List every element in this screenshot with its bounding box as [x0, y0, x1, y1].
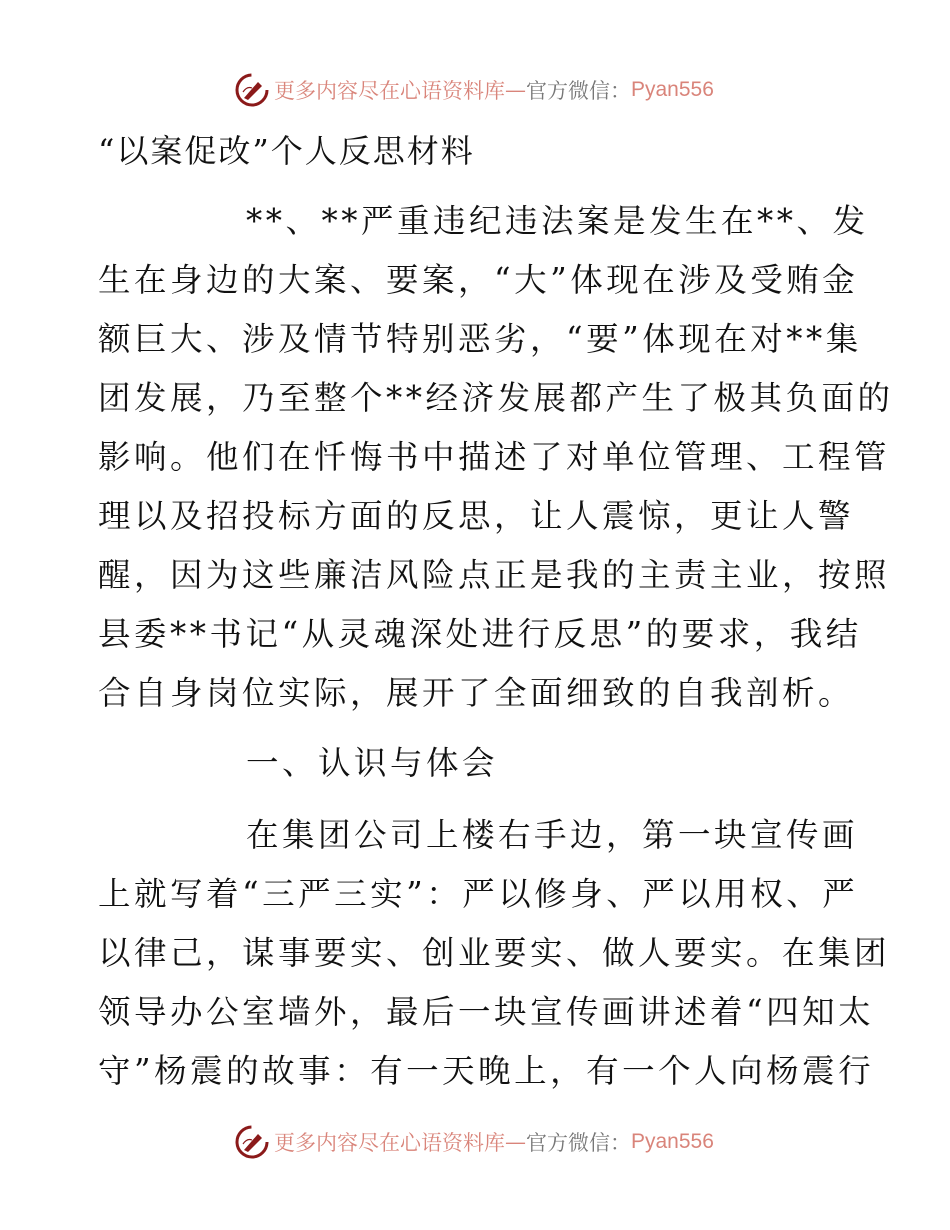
- text-line: 守”杨震的故事：有一天晚上，有一个人向杨震行: [98, 1052, 875, 1090]
- footer-watermark: [234, 1122, 714, 1162]
- text-line: **、**严重违纪违法案是发生在**、发: [246, 202, 869, 240]
- watermark-wechat-id: Pyan556: [631, 1130, 714, 1153]
- watermark-wechat-label: 官方微信：: [526, 1131, 631, 1155]
- text-line: 生在身边的大案、要案，“大”体现在涉及受贿金: [98, 261, 859, 299]
- watermark-dash: —: [505, 1130, 526, 1154]
- paragraph-understanding: [98, 806, 891, 1101]
- paragraph-intro: [98, 192, 894, 723]
- text-line: 领导办公室墙外，最后一块宣传画讲述着“四知太: [98, 993, 875, 1031]
- text-line: 理以及招投标方面的反思，让人震惊，更让人警: [98, 497, 855, 535]
- text-line: 合自身岗位实际，展开了全面细致的自我剖析。: [98, 674, 855, 712]
- watermark-dash: —: [505, 78, 526, 102]
- document-title: “以案促改”个人反思材料: [98, 132, 475, 170]
- text-line: 在集团公司上楼右手边，第一块宣传画: [246, 816, 859, 854]
- quill-pen-logo-icon: [234, 72, 270, 108]
- text-line: 影响。他们在忏悔书中描述了对单位管理、工程管: [98, 438, 891, 476]
- text-line: 以律己，谋事要实、创业要实、做人要实。在集团: [98, 934, 891, 972]
- watermark-wechat-label: 官方微信：: [526, 79, 631, 103]
- section-heading: 一、认识与体会: [246, 744, 499, 782]
- text-line: 上就写着“三严三实”：严以修身、严以用权、严: [98, 875, 859, 913]
- text-line: 县委**书记“从灵魂深处进行反思”的要求，我结: [98, 615, 862, 653]
- quill-pen-logo-icon: [234, 1124, 270, 1160]
- watermark-promo-text: 更多内容尽在心语资料库: [274, 1131, 505, 1155]
- watermark-promo-text: 更多内容尽在心语资料库: [274, 79, 505, 103]
- text-line: 团发展，乃至整个**经济发展都产生了极其负面的: [98, 379, 894, 417]
- text-line: 醒，因为这些廉洁风险点正是我的主责主业，按照: [98, 556, 891, 594]
- text-line: 额巨大、涉及情节特别恶劣，“要”体现在对**集: [98, 320, 862, 358]
- watermark-wechat-id: Pyan556: [631, 78, 714, 101]
- header-watermark: [234, 70, 714, 110]
